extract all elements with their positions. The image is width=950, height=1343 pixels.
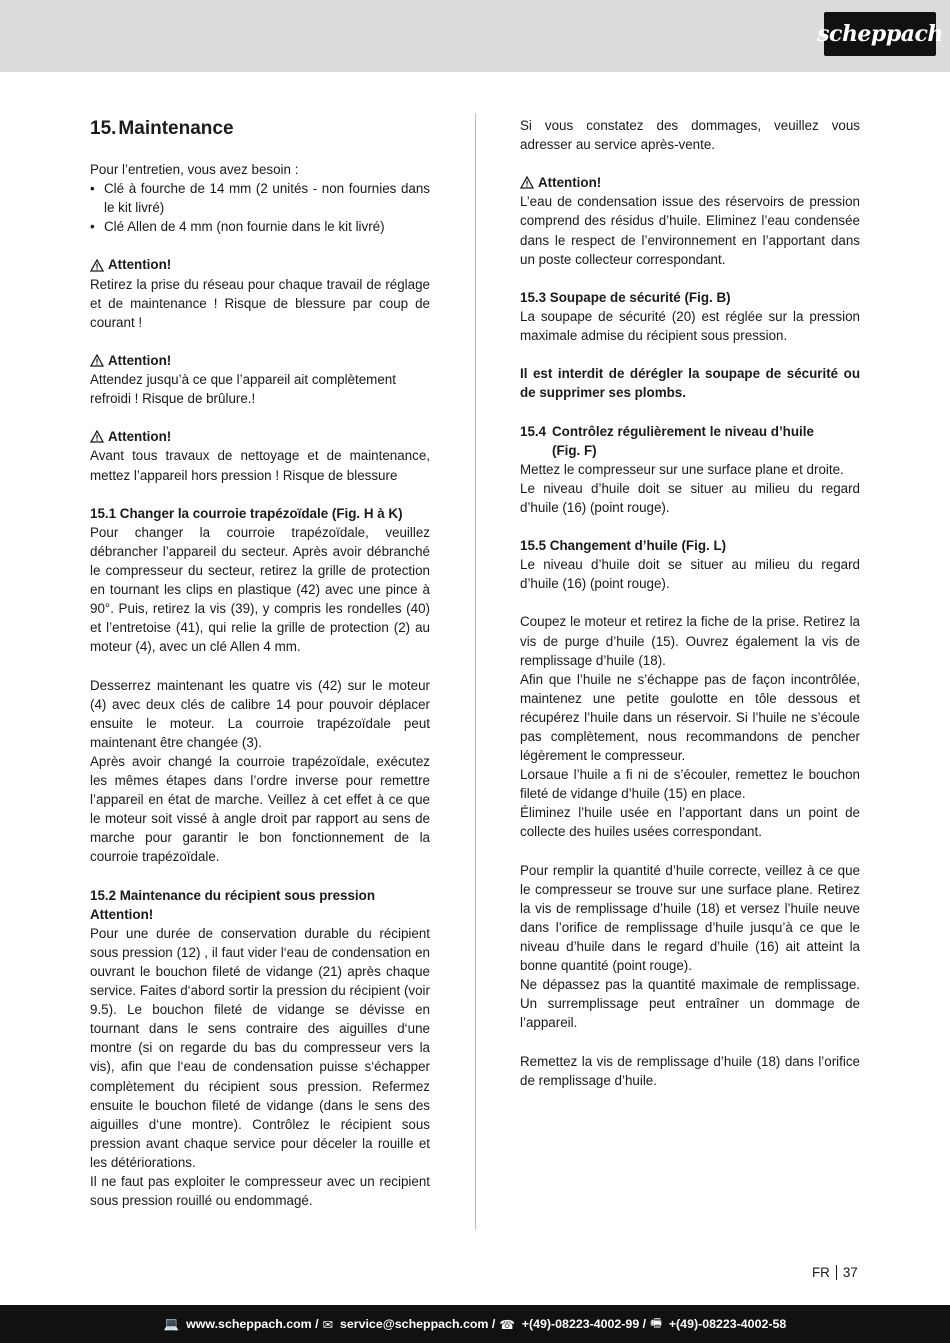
paragraph: Le niveau d’huile doit se situer au milieu du regard d’huile (16) (point rouge). — [520, 557, 860, 592]
list-item: • Clé Allen de 4 mm (non fournie dans le kit livré) — [90, 217, 430, 236]
footer-web[interactable]: www.scheppach.com / — [186, 1317, 319, 1331]
warning-icon — [520, 176, 534, 189]
paragraph: Ne dépassez pas la quantité maximale de remplissage. Un surremplissage peut entraîner un dommage de l’appareil. — [520, 977, 860, 1031]
list-item: • Clé à fourche de 14 mm (2 unités - non fournies dans le kit livré) — [90, 179, 430, 217]
subsection-title: 15.2 Maintenance du récipient sous pression — [90, 887, 376, 903]
bold-notice: Il est interdit de dérégler la soupape de sécurité ou de supprimer ses plombs. — [520, 366, 860, 401]
paragraph: Éliminez l’huile usée en l’apportant dans un point de collecte des huiles usées correspondant. — [520, 805, 860, 840]
paragraph: Le niveau d’huile doit se situer au milieu du regard d’huile (16) (point rouge). — [520, 480, 860, 515]
scheppach-logo: scheppach — [824, 12, 936, 56]
page-number: FR 37 — [812, 1265, 858, 1280]
header-band — [0, 0, 950, 72]
paragraph: Mettez le compresseur sur une surface plane et droite. — [520, 461, 844, 477]
subsection-title: 15.5 Changement d’huile (Fig. L) — [520, 538, 727, 554]
paragraph: Si vous constatez des dommages, veuillez vous adresser au service après-vente. — [520, 118, 860, 153]
left-column — [90, 116, 430, 1210]
paragraph: Pour changer la courroie trapézoïdale, veuillez débrancher l’appareil du secteur. Après avoir débranché le compresseur du secteur, retirez la grille de protection en tournant les clips en plastique (42) avec une pince à 90°. Puis, retirez la vis (39), y compris les rondelles (40) et l’entretoise (41), qui relie la grille de protection (2) au moteur (4), avec un clé Allen 4 mm. — [90, 524, 430, 655]
paragraph: Pour remplir la quantité d’huile correcte, veillez à ce que le compresseur se trouve sur une surface plane. Retirez la vis de remplissage d’huile (18) et versez l’huile neuve dans l’orifice de remplissage d’huile jusqu’à ce que le niveau d’huile dans le regard d’huile (16) ait atteint la bonne quantité (point rouge). — [520, 862, 860, 974]
paragraph: Afin que l’huile ne s’échappe pas de façon incontrôlée, maintenez une petite goulotte en tôle dessous et récupérez l’huile dans un réservoir. Si l’huile ne s’écoule pas complètement, nous recommandons de pencher légèrement le compresseur. — [520, 671, 860, 764]
paragraph: Desserrez maintenant les quatre vis (42) sur le moteur (4) avec deux clés de calibre 14 pour pouvoir déplacer ensuite le moteur. La courroie trapézoïdale peut maintenant être changée (3). — [90, 677, 430, 750]
subsection-title: 15.1 Changer la courroie trapézoïdale (Fig. H à K) — [90, 505, 403, 521]
phone-icon: ☎ — [499, 1317, 515, 1332]
warning-text: Retirez la prise du réseau pour chaque travail de réglage et de maintenance ! Risque de blessure par coup de courant ! — [90, 276, 430, 330]
subsection-title: 15.3 Soupape de sécurité (Fig. B) — [520, 289, 731, 305]
column-divider — [475, 113, 476, 1230]
paragraph: Remettez la vis de remplissage d’huile (18) dans l’orifice de remplissage d’huile. — [520, 1053, 860, 1088]
warning-icon — [90, 259, 104, 272]
paragraph: Lorsaue l’huile a fi ni de s’écouler, remettez le bouchon fileté de vidange d’huile (15) en place. — [520, 767, 860, 802]
subsection-title-continued: (Fig. F) — [552, 442, 597, 458]
computer-icon: 💻 — [163, 1316, 180, 1331]
attention-heading: Attention! — [90, 351, 430, 370]
paragraph: Pour une durée de conservation durable du récipient sous pression (12) , il faut vider l‘eau de condensation en ouvrant le bouchon fileté de vidange (21) après chaque service. Faites d‘abord sortir la pression du récipient (voir 9.5). Le bouchon fileté de vidange se dévisse en tournant dans le sens contraire des aiguilles d‘une montre (si on regarde du bas du compresseur vers la vis), afin que l‘eau de condensation puisse s‘échapper complètement du récipient sous pression. Refermez ensuite le bouchon fileté de vidange (dans le sens des aiguilles d‘une montre). Contrôlez le récipient sous pression avant chaque service pour déceler la rouille et les détériorations. — [90, 925, 430, 1170]
paragraph: Après avoir changé la courroie trapézoïdale, exécutez les mêmes étapes dans l’ordre inverse pour remettre l’appareil en état de marche. Veillez à cet effet à ce que le moteur soit vissé à angle droit par rapport au sens de marche pour garantir le bon fonctionnement de la courroie trapézoïdale. — [90, 753, 430, 865]
footer-bar — [0, 1305, 950, 1343]
footer-phone: +(49)-08223-4002-99 / — [521, 1317, 647, 1331]
attention-heading: Attention! — [520, 173, 860, 192]
warning-text: Avant tous travaux de nettoyage et de maintenance, mettez l’appareil hors pression ! Risque de blessure — [90, 448, 430, 483]
fax-icon: 🖷 — [650, 1315, 662, 1330]
attention-heading: Attention! — [90, 427, 430, 446]
warning-text: Attendez jusqu’à ce que l’appareil ait complètement refroidi ! Risque de brûlure.! — [90, 372, 396, 407]
warning-icon — [90, 354, 104, 367]
tools-list — [90, 179, 430, 236]
warning-icon — [90, 430, 104, 443]
attention-heading: Attention! — [90, 255, 430, 274]
right-column — [520, 116, 860, 1090]
paragraph: Il ne faut pas exploiter le compresseur avec un recipient sous pression rouillé ou endommagé. — [90, 1173, 430, 1209]
intro-text: Pour l’entretien, vous avez besoin : — [90, 162, 299, 177]
paragraph: Coupez le moteur et retirez la fiche de la prise. Retirez la vis de purge d’huile (15). Ouvrez également la vis de remplissage d’huile (18). — [520, 614, 860, 668]
subsection-title: 15.4 Contrôlez régulièrement le niveau d’huile — [520, 423, 814, 439]
paragraph: L’eau de condensation issue des réservoirs de pression comprend des résidus d’huile. Eliminez l’eau condensée dans le respect de l’environnement en l’apportant dans un poste collecteur correspondant. — [520, 194, 860, 267]
mail-icon: ✉ — [322, 1317, 333, 1332]
section-title: 15. Maintenance — [90, 118, 234, 139]
paragraph: La soupape de sécurité (20) est réglée sur la pression maximale admise du récipient sous pression. — [520, 308, 860, 344]
footer-fax: +(49)-08223-4002-58 — [668, 1317, 787, 1331]
attention-label: Attention! — [90, 906, 154, 922]
footer-email[interactable]: service@scheppach.com / — [339, 1317, 496, 1331]
